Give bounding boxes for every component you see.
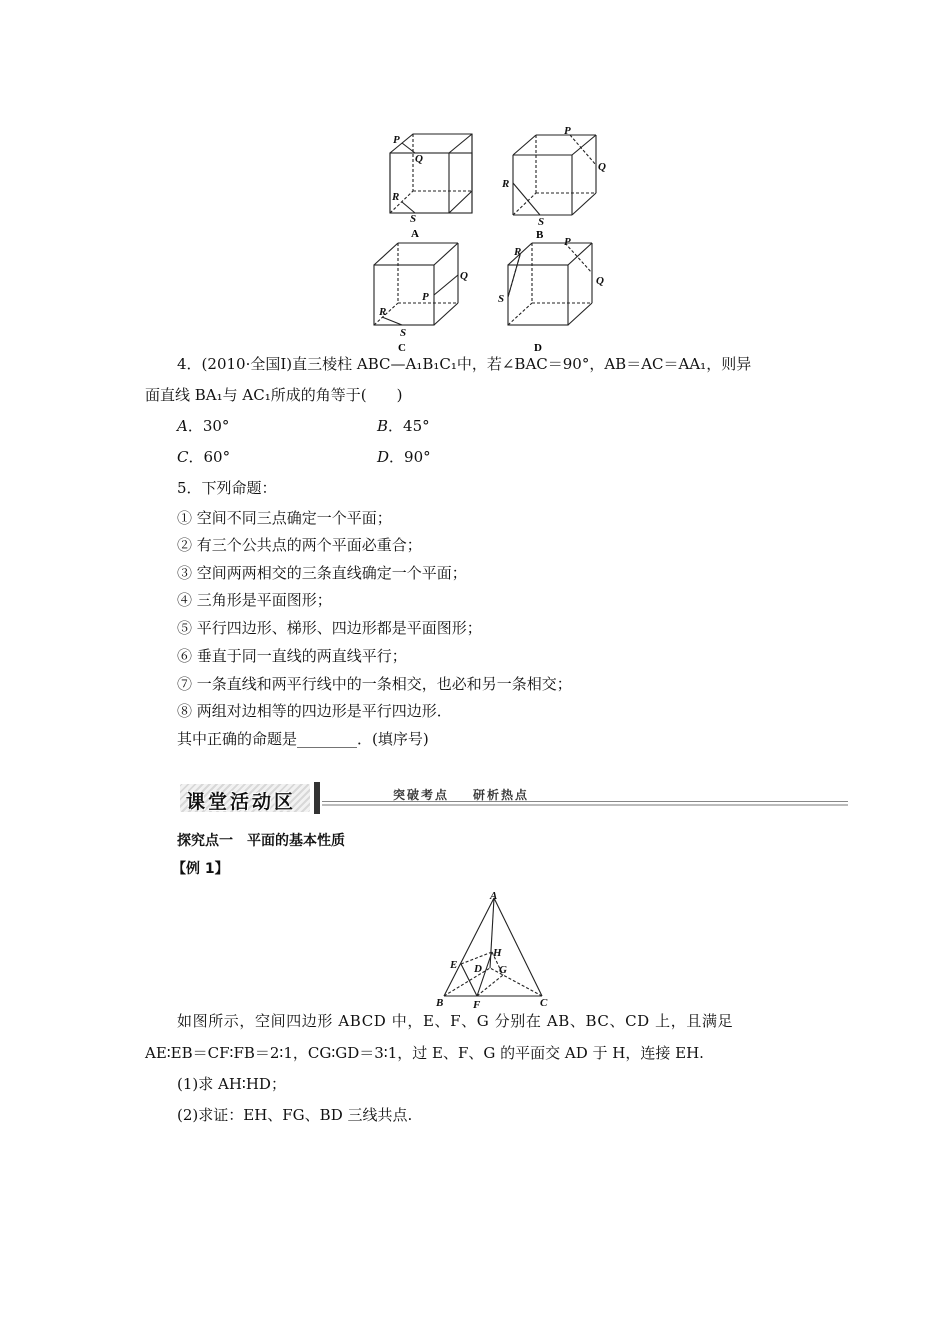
cube-option-c bbox=[374, 243, 458, 325]
vertex-label: H bbox=[493, 947, 502, 959]
proposition-item: ⑦ 一条直线和两平行线中的一条相交，也必和另一条相交； bbox=[177, 675, 572, 693]
point-label: S bbox=[400, 327, 407, 339]
option-label: C bbox=[398, 342, 406, 354]
cube-figures bbox=[360, 125, 620, 355]
question-4-stem-line2: 面直线 BA₁与 AC₁所成的角等于( ) bbox=[145, 386, 403, 404]
proposition-item: ② 有三个公共点的两个平面必重合； bbox=[177, 536, 422, 554]
example-label: 【例 1】 bbox=[172, 861, 229, 877]
section-heading: 探究点一 平面的基本性质 bbox=[177, 833, 345, 849]
point-label: Q bbox=[596, 275, 604, 287]
proposition-item: ⑤ 平行四边形、梯形、四边形都是平面图形； bbox=[177, 619, 482, 637]
option-label: A bbox=[411, 228, 419, 240]
point-label: R bbox=[392, 191, 400, 203]
question-5-prompt: 其中正确的命题是________．(填序号) bbox=[177, 730, 429, 748]
point-label: R bbox=[379, 306, 387, 318]
cube-option-b bbox=[513, 135, 596, 215]
proposition-item: ⑥ 垂直于同一直线的两直线平行； bbox=[177, 647, 407, 665]
point-label: P bbox=[422, 291, 429, 303]
question-4-option-c bbox=[177, 447, 230, 467]
point-label: S bbox=[498, 293, 505, 305]
question-4-option-b bbox=[377, 416, 430, 436]
example-1-line1: 如图所示，空间四边形 ABCD 中，E、F、G 分别在 AB、BC、CD 上，且满足 bbox=[177, 1012, 734, 1030]
option-label: B bbox=[536, 229, 544, 241]
proposition-item: ④ 三角形是平面图形； bbox=[177, 591, 332, 609]
vertex-label: C bbox=[540, 997, 548, 1009]
proposition-item: ⑧ 两组对边相等的四边形是平行四边形． bbox=[177, 702, 452, 720]
cube-option-a bbox=[390, 134, 472, 213]
option-letter: B bbox=[377, 417, 389, 435]
proposition-item: ① 空间不同三点确定一个平面； bbox=[177, 509, 392, 527]
option-letter: A bbox=[177, 417, 188, 435]
option-text: ．30° bbox=[187, 417, 230, 435]
example-1-part2: (2)求证：EH、FG、BD 三线共点. bbox=[177, 1106, 413, 1124]
point-label: R bbox=[502, 178, 510, 190]
point-label: Q bbox=[460, 270, 468, 282]
option-text: ．90° bbox=[389, 448, 431, 466]
point-label: S bbox=[538, 216, 545, 228]
banner-divider bbox=[314, 782, 320, 814]
banner-rule bbox=[322, 804, 848, 806]
vertex-label: F bbox=[473, 999, 481, 1010]
point-label: P bbox=[564, 125, 571, 137]
point-label: Q bbox=[598, 161, 606, 173]
point-label: P bbox=[564, 236, 571, 248]
example-1-line2: AE∶EB＝CF∶FB＝2∶1，CG∶GD＝3∶1，过 E、F、G 的平面交 AD 于 H，连接 EH. bbox=[145, 1044, 704, 1062]
point-label: P bbox=[393, 134, 400, 146]
question-4-option-a bbox=[177, 416, 229, 436]
point-label: Q bbox=[415, 153, 423, 165]
vertex-label: B bbox=[436, 997, 444, 1009]
option-letter: C bbox=[177, 448, 189, 466]
vertex-label: A bbox=[490, 890, 498, 902]
tetrahedron-figure bbox=[430, 888, 560, 1010]
banner-subtitle: 研析热点 bbox=[473, 788, 530, 802]
option-text: ．60° bbox=[188, 448, 231, 466]
proposition-item: ③ 空间两两相交的三条直线确定一个平面； bbox=[177, 564, 467, 582]
option-letter: D bbox=[377, 448, 390, 466]
vertex-label: E bbox=[450, 959, 458, 971]
vertex-label: D bbox=[474, 963, 482, 975]
point-label: R bbox=[514, 246, 522, 258]
option-label: D bbox=[534, 342, 542, 354]
question-4-stem-line1: 4．(2010·全国Ⅰ)直三棱柱 ABC—A₁B₁C₁中，若∠BAC＝90°，AB＝AC＝AA₁，则异 bbox=[177, 355, 752, 373]
point-label: S bbox=[410, 213, 417, 225]
banner-subtitle: 突破考点 bbox=[393, 788, 450, 802]
vertex-label: G bbox=[499, 964, 507, 976]
question-4-option-d bbox=[377, 447, 431, 467]
question-5-title: 5．下列命题： bbox=[177, 479, 277, 497]
example-1-part1: (1)求 AH∶HD； bbox=[177, 1075, 286, 1093]
option-text: ．45° bbox=[388, 417, 430, 435]
banner-title: 课堂活动区 bbox=[186, 791, 297, 813]
